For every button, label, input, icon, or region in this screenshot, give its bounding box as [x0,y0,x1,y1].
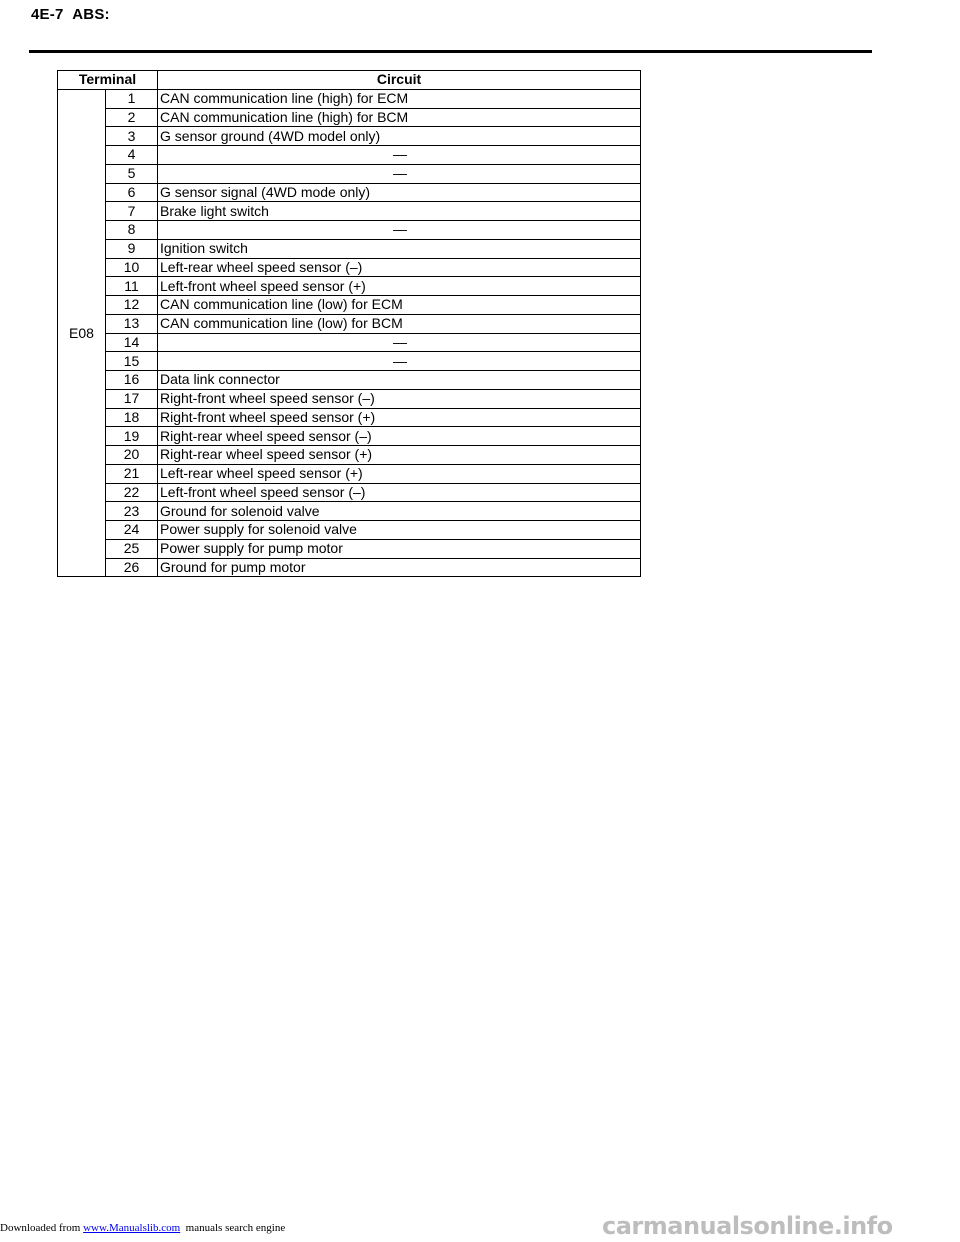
table-row [58,483,641,502]
table-row [58,108,641,127]
table-row [58,314,641,333]
terminal-table [57,70,641,577]
pin-number-cell: 8 [106,221,158,240]
manualslib-link[interactable]: www.Manualslib.com [83,1222,181,1234]
footer-prefix: Downloaded from [0,1222,81,1234]
table-row [58,239,641,258]
table-row [58,333,641,352]
pin-number-cell: 6 [106,183,158,202]
pin-number-cell: 12 [106,296,158,315]
table-row [58,408,641,427]
circuit-cell: CAN communication line (low) for BCM [158,314,641,333]
pin-number-cell: 16 [106,371,158,390]
pin-number-cell: 25 [106,539,158,558]
pin-number-cell: 3 [106,127,158,146]
circuit-cell: — [158,352,641,371]
pin-number-cell: 1 [106,89,158,108]
table-row [58,427,641,446]
header-rule [29,50,872,53]
circuit-cell: Data link connector [158,371,641,390]
table-row [58,183,641,202]
pin-number-cell: 14 [106,333,158,352]
pin-number-cell: 20 [106,446,158,465]
circuit-cell: Right-rear wheel speed sensor (–) [158,427,641,446]
table-row [58,371,641,390]
circuit-cell: Left-front wheel speed sensor (–) [158,483,641,502]
pin-number-cell: 9 [106,239,158,258]
page-header [31,6,110,23]
circuit-cell: Right-front wheel speed sensor (–) [158,389,641,408]
pin-number-cell: 2 [106,108,158,127]
circuit-cell: Left-front wheel speed sensor (+) [158,277,641,296]
circuit-cell: Left-rear wheel speed sensor (+) [158,464,641,483]
circuit-cell: Brake light switch [158,202,641,221]
table-row [58,164,641,183]
pin-number-cell: 18 [106,408,158,427]
table-row [58,89,641,108]
circuit-cell: Right-rear wheel speed sensor (+) [158,446,641,465]
circuit-cell: — [158,333,641,352]
circuit-cell: Ground for solenoid valve [158,502,641,521]
circuit-cell: CAN communication line (low) for ECM [158,296,641,315]
pin-number-cell: 22 [106,483,158,502]
pin-number-cell: 5 [106,164,158,183]
pin-number-cell: 17 [106,389,158,408]
table-row [58,446,641,465]
circuit-cell: Power supply for pump motor [158,539,641,558]
table-row [58,539,641,558]
circuit-cell: CAN communication line (high) for BCM [158,108,641,127]
table-row [58,521,641,540]
circuit-cell: Ground for pump motor [158,558,641,577]
watermark-logo: carmanualsonline.info [602,1212,893,1240]
pin-number-cell: 26 [106,558,158,577]
table-body [58,89,641,577]
pin-number-cell: 15 [106,352,158,371]
circuit-cell: G sensor ground (4WD model only) [158,127,641,146]
pin-number-cell: 21 [106,464,158,483]
table-header-row [58,71,641,90]
table-row [58,146,641,165]
circuit-cell: Power supply for solenoid valve [158,521,641,540]
circuit-cell: — [158,146,641,165]
circuit-cell: Ignition switch [158,239,641,258]
table-row [58,464,641,483]
pin-number-cell: 13 [106,314,158,333]
circuit-cell: — [158,164,641,183]
pin-number-cell: 19 [106,427,158,446]
pin-number-cell: 10 [106,258,158,277]
pin-number-cell: 11 [106,277,158,296]
circuit-cell: Left-rear wheel speed sensor (–) [158,258,641,277]
pin-number-cell: 23 [106,502,158,521]
table-row [58,277,641,296]
table-row [58,558,641,577]
table-row [58,296,641,315]
circuit-cell: CAN communication line (high) for ECM [158,89,641,108]
circuit-cell: — [158,221,641,240]
table-row [58,258,641,277]
pin-number-cell: 4 [106,146,158,165]
table-row [58,221,641,240]
section-title: ABS: [72,6,110,23]
table-row [58,502,641,521]
circuit-cell: G sensor signal (4WD mode only) [158,183,641,202]
table-row [58,389,641,408]
pin-number-cell: 24 [106,521,158,540]
circuit-column-header: Circuit [158,71,641,90]
circuit-cell: Right-front wheel speed sensor (+) [158,408,641,427]
download-footer [0,1222,285,1234]
table-row [58,127,641,146]
section-number: 4E-7 [31,6,64,23]
terminal-column-header: Terminal [58,71,158,90]
table-row [58,352,641,371]
connector-cell: E08 [58,89,106,577]
table-row [58,202,641,221]
footer-suffix: manuals search engine [185,1222,286,1234]
pin-number-cell: 7 [106,202,158,221]
